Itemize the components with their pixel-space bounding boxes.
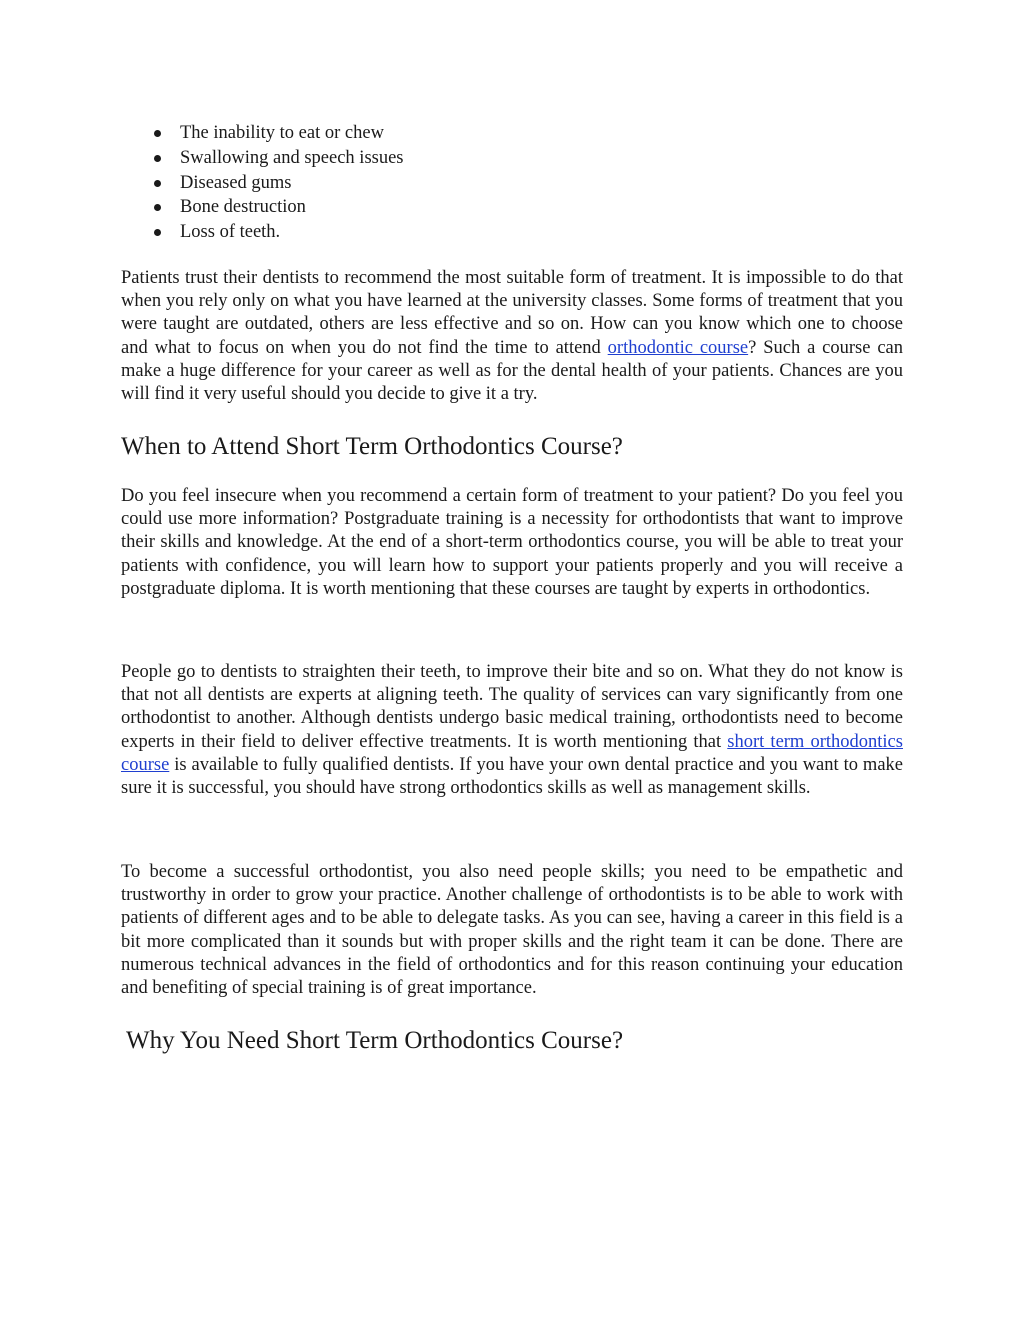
section-heading-when-to-attend: When to Attend Short Term Orthodontics Course? (121, 433, 623, 460)
bullet-icon (154, 204, 161, 211)
paragraph-text: Patients trust their dentists to recommend the most suitable form of treatment. It is impossible to do that when you rely only on what you have learned at the university classes. Some forms of treatment that you were taught are outdated, others are less effective and so on. How can you know which one to choose and what to focus on when you do not find the time to attend (121, 268, 903, 358)
symptom-list (148, 121, 404, 245)
paragraph-feel-insecure: Do you feel insecure when you recommend a certain form of treatment to your patient? Do you feel you could use more information? Postgraduate training is a necessity for orthodontists that want to improve their skills and knowledge. At the end of a short-term orthodontics course, you will be able to treat your patients with confidence, you will learn how to support your patients properly and you will receive a postgraduate diploma. It is worth mentioning that these courses are taught by experts in orthodontics. (121, 486, 903, 599)
paragraph-text: People go to dentists to straighten their teeth, to improve their bite and so on. What they do not know is that not all dentists are experts at aligning teeth. The quality of services can vary significantly from one orthodontist to another. Although dentists undergo basic medical training, orthodontists need to become experts in their field to deliver effective treatments. It is worth mentioning that (121, 662, 903, 752)
short-term-orthodontics-course-link[interactable]: short term orthodontics course (121, 731, 903, 775)
paragraph-people-skills: To become a successful orthodontist, you also need people skills; you need to be empathetic and trustworthy in order to grow your practice. Another challenge of orthodontists is to be able to work with patients of different ages and to be able to delegate tasks. As you can see, having a career in this field is a bit more complicated than it sounds but with proper skills and the right team it can be done. There are numerous technical advances in the field of orthodontics and for this reason continuing your education and benefiting of special training is of great importance. (121, 862, 903, 999)
paragraph-text: is available to fully qualified dentists. If you have your own dental practice and you want to make sure it is successful, you should have strong orthodontics skills as well as management skills. (121, 754, 903, 799)
list-item-text: Swallowing and speech issues (180, 147, 404, 168)
paragraph-text: ? Such a course can make a huge difference for your career as well as for the dental health of your patients. Chances are you will find it very useful should you decide to give it a try. (121, 337, 903, 405)
list-item (148, 195, 404, 220)
orthodontic-course-link[interactable]: orthodontic course (607, 337, 749, 358)
list-item-text: Bone destruction (180, 197, 306, 218)
paragraph-patients-trust (121, 267, 903, 406)
bullet-icon (154, 180, 161, 187)
list-item (148, 121, 404, 146)
bullet-icon (154, 155, 161, 162)
list-item-text: Diseased gums (180, 172, 292, 193)
paragraph-straighten-teeth (121, 661, 903, 800)
list-item (148, 220, 404, 245)
section-heading-why-you-need: Why You Need Short Term Orthodontics Course? (126, 1027, 624, 1054)
list-item-text: Loss of teeth. (180, 222, 281, 243)
bullet-icon (154, 130, 161, 137)
bullet-icon (154, 229, 161, 236)
list-item-text: The inability to eat or chew (180, 123, 384, 143)
list-item (148, 146, 404, 171)
list-item (148, 171, 404, 196)
